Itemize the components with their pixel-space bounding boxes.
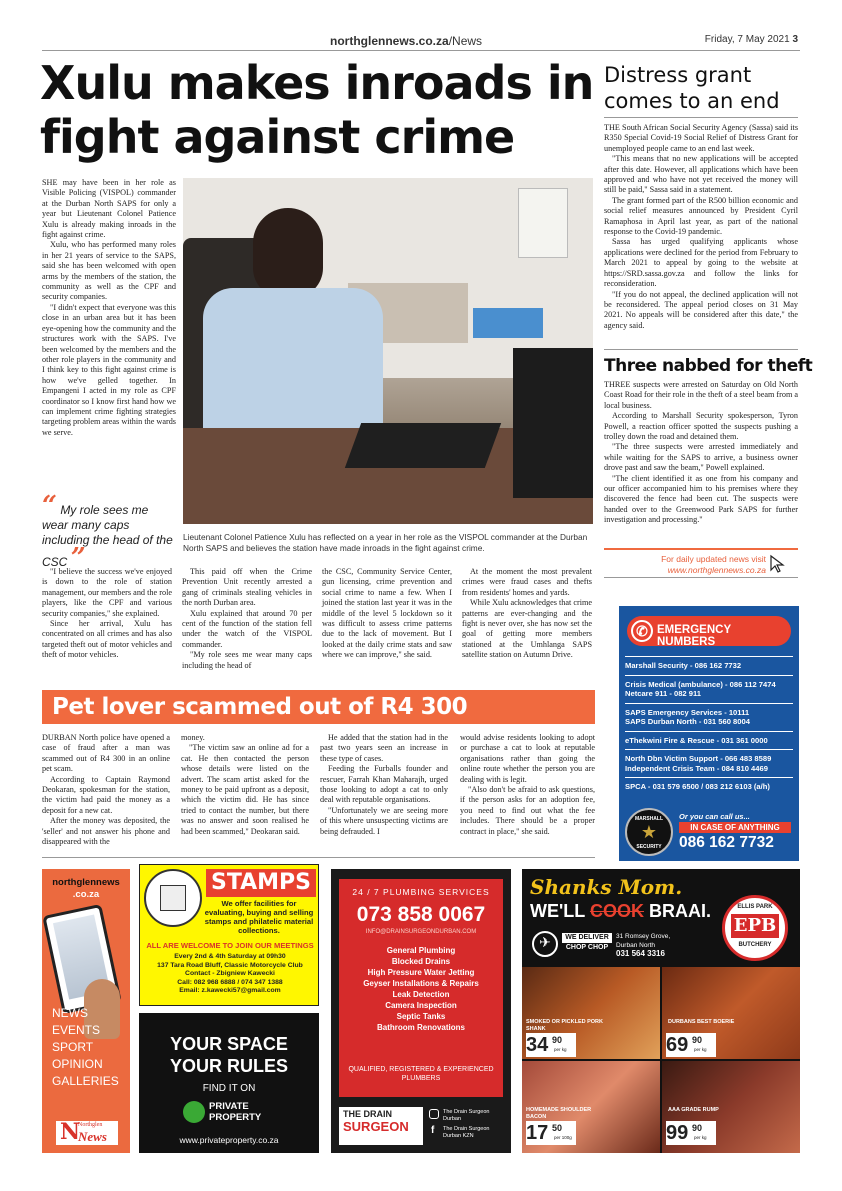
phone-icon: ✆	[631, 620, 653, 642]
quote-open-icon: “	[42, 491, 57, 521]
stamps-email[interactable]: Email: z.kawecki57@gmail.com	[179, 987, 281, 995]
story-paragraph: While Xulu acknowledges that crime patterns are ever-changing and the fight is never over, she has now set the goal of getting more members stationed at the Umhlanga SAPS satellite station on Autumn Drive.	[462, 598, 592, 660]
news-logo: N Northglen News	[56, 1121, 118, 1145]
stamps-phone[interactable]: Call: 082 968 6888 / 074 347 1388	[177, 978, 283, 986]
story-paragraph: "This means that no new applications will be accepted after this date. However, all applications which have been approved and who have not yet received the money will still be paid," Sassa said in a statement.	[604, 154, 798, 195]
deliver-line2: CHOP CHOP	[562, 943, 612, 953]
service-item: Septic Tanks	[396, 1012, 446, 1021]
epb-logo-top: ELLIS PARK	[737, 904, 773, 910]
story-paragraph: "My role sees me wear many caps including the head of	[182, 650, 312, 670]
story-paragraph: "The client identified it as one from his company and our officer accompanied him to his premises where they discovered the fence had been cut. The suspects were handed over to the Greenwood Park SAPS for further investigation and processing."	[604, 473, 798, 525]
story-paragraph: "I believe the success we've enjoyed is down to the role of station management, our members and the role players, like the CPF and various security companies," she explained.	[42, 567, 172, 618]
stamps-desc: We offer facilities for evaluating, buying and selling stamps and philatelic material collections.	[204, 899, 314, 935]
property-slogan-line2: YOUR RULES	[169, 1056, 288, 1076]
section-name: /News	[448, 34, 483, 48]
news-ad[interactable]	[42, 869, 130, 1153]
service-item: Camera Inspection	[385, 1001, 457, 1010]
stamps-schedule: Every 2nd & 4th Saturday at 09h30	[174, 953, 286, 960]
pet-headline-bar	[42, 690, 595, 724]
service-item: General Plumbing	[386, 946, 456, 955]
property-find: FIND IT ON	[202, 1083, 256, 1094]
product-price-tag	[526, 1033, 576, 1057]
plumbing-email[interactable]: INFO@DRAINSURGEONDURBAN.COM	[365, 929, 477, 935]
news-logo-text: News	[78, 1129, 107, 1144]
price-unit: per kg	[694, 1047, 707, 1052]
price-rand: 17	[526, 1122, 549, 1144]
call-number[interactable]: 086 162 7732	[679, 834, 774, 851]
service-item: Leak Detection	[392, 990, 450, 999]
product-name: DURBANS BEST BOERIE	[668, 1019, 735, 1025]
product-rump	[662, 1061, 800, 1153]
instagram-icon[interactable]	[429, 1109, 439, 1119]
deliver-line1: WE DELIVER	[565, 934, 609, 941]
service-item: High Pressure Water Jetting	[367, 968, 475, 977]
main-story-col2	[42, 567, 172, 661]
news-ad-item: OPINION	[52, 1057, 103, 1071]
philatelic-society-seal	[144, 869, 202, 927]
story-paragraph: "Unfortunately we are seeing more of this where unsuspecting victims are being defrauded. I	[320, 805, 448, 836]
story-paragraph: Xulu, who has performed many roles in her 21 years of service to the SAPS, said she has been welcomed with open arms by the members of the station, the community as well as the CPF and security companies.	[42, 240, 176, 302]
facebook-icon[interactable]: f	[431, 1125, 435, 1136]
emergency-title: EMERGENCY NUMBERS	[657, 624, 731, 648]
facebook-handle[interactable]: The Drain Surgeon Durban KZN	[443, 1126, 490, 1139]
link-label: For daily updated news visit	[661, 554, 766, 564]
star-icon: ★	[640, 822, 658, 842]
story-paragraph: "I didn't expect that everyone was this close in an urban area but it has been eye-opening how the community and the structures work with the SAPS. I've been welcomed by the members and the other role players in the community and I think key to this fight against crime is how we've gelled together. In Empangeni I acted in my role as CPF coordinator so I know first hand how we can implement crime fighting strategies targeting problem areas within the wards we serve.	[42, 302, 176, 437]
property-brand-line2: PROPERTY	[209, 1112, 262, 1123]
main-headline-line1: Xulu makes inroads in	[40, 56, 594, 110]
stamps-title: STAMPS	[206, 869, 316, 897]
main-story-col3	[182, 567, 312, 671]
story-paragraph: This paid off when the Crime Prevention Unit recently arrested a gang of criminals stealing vehicles in the north Durban area.	[182, 567, 312, 608]
address-line2: Durban North	[616, 941, 656, 949]
distress-headline	[604, 62, 780, 114]
site-name: northglennews.co.za	[330, 34, 449, 48]
plumbing-ad[interactable]	[331, 869, 511, 1153]
theft-rule-top	[604, 349, 798, 350]
link-rule-top	[604, 548, 798, 550]
distress-rule	[604, 117, 798, 118]
pet-rule-bottom	[42, 857, 595, 858]
drain-surgeon-logo	[339, 1107, 423, 1145]
main-headline-line2: fight against crime	[40, 110, 515, 164]
story-paragraph: the CSC, Community Service Center, gun licensing, crime prevention and social crime to name a few. When I joined the station last year it was in the middle of the level 5 lockdown so it was difficult to assess crime patterns due to the lack of movement. But I looked at the daily crime stats and saw where we can improve," she said.	[322, 567, 452, 660]
photo-notice-board	[518, 188, 568, 258]
stamps-details	[142, 953, 318, 996]
story-paragraph: According to Marshall Security spokesperson, Tyron Powell, a reaction officer spotted the suspects pushing a trolley down the road and detained them.	[604, 411, 798, 442]
pet-col4	[460, 733, 595, 837]
price-rand: 34	[526, 1034, 549, 1056]
story-paragraph: "The three suspects were arrested immediately and while waiting for the SAPS to arrive, a business owner drove past and saw the beam," Powell explained.	[604, 442, 798, 473]
emergency-row: SPCA - 031 579 6500 / 083 212 6103 (a/h)	[625, 777, 793, 796]
daily-news-link[interactable]	[604, 554, 766, 575]
news-ad-item: EVENTS	[52, 1023, 101, 1037]
epb-logo	[722, 895, 788, 961]
pet-col3	[320, 733, 448, 837]
story-paragraph: "If you do not appeal, the declined application will not be reconsidered. The appeal period closes on 31 May 2021. No appeals will be considered after this date," the agency said.	[604, 289, 798, 330]
stamps-venue: 137 Tara Road Bluff, Classic Motorcycle Club	[157, 961, 303, 969]
main-story-col4	[322, 567, 452, 661]
property-ad[interactable]	[139, 1013, 319, 1153]
emergency-row: eThekwini Fire & Rescue - 031 361 0000	[625, 731, 793, 750]
logo-line1: THE DRAIN	[343, 1109, 392, 1119]
plumbing-phone[interactable]: 073 858 0067	[356, 903, 486, 926]
link-rule-bottom	[604, 577, 798, 578]
story-paragraph: "The victim saw an online ad for a cat. He then contacted the person whose details were listed on the advert. The scam artist asked for the money to be paid upfront as a deposit, which the victim did. He has since tried to contact the number, but there was no answer and soon realised he had been scammed," Deokaran said.	[181, 743, 309, 836]
product-price-tag	[666, 1033, 716, 1057]
photo-keyboard	[345, 423, 501, 468]
stamps-welcome: ALL ARE WELCOME TO JOIN OUR MEETINGS	[146, 941, 314, 950]
property-url[interactable]: www.privateproperty.co.za	[179, 1135, 279, 1145]
price-unit: per kg	[694, 1135, 707, 1140]
epb-logo-text: EPB	[731, 914, 779, 938]
plumbing-services	[339, 945, 503, 1033]
property-brand	[209, 1101, 261, 1123]
main-story-col1	[42, 178, 176, 438]
emergency-row: SAPS Emergency Services - 10111 SAPS Durban North - 031 560 8004	[625, 703, 793, 731]
issue-date	[705, 34, 798, 45]
emergency-row: North Dbn Victim Support - 066 483 8589 Independent Crisis Team - 084 810 4469	[625, 749, 793, 777]
product-grid	[522, 967, 800, 1153]
call-case: IN CASE OF ANYTHING	[679, 822, 791, 833]
news-ad-item: NEWS	[52, 1006, 88, 1020]
photo-monitor	[513, 348, 593, 498]
emergency-list	[619, 656, 799, 796]
story-paragraph: Xulu explained that around 70 per cent of the function of the station fell under the watch of the VISPOL commander.	[182, 608, 312, 649]
story-paragraph: "Also don't be afraid to ask questions, if the person asks for an adoption fee, you need to find out what the fee includes. There should be a proper contract in place," she said.	[460, 785, 595, 836]
price-cents: 90	[552, 1035, 563, 1045]
property-slogan-line1: YOUR SPACE	[170, 1034, 288, 1054]
pet-col2	[181, 733, 309, 837]
plumbing-panel	[339, 879, 503, 1097]
story-paragraph: would advise residents looking to adopt or purchase a cat to look at reputable organisations rather than going the online route whether the person you are dealing with is legit.	[460, 733, 595, 784]
marshall-badge	[625, 808, 673, 856]
price-unit: per 100g	[554, 1135, 572, 1140]
badge-bottom-text: SECURITY	[636, 844, 662, 850]
main-headline	[40, 56, 593, 164]
story-paragraph: At the moment the most prevalent crimes were fraud cases and thefts from residents' homes and yards.	[462, 567, 592, 597]
delivery-icon: ✈	[532, 931, 558, 957]
stamps-ad[interactable]	[139, 864, 319, 1006]
plumbing-top: 24 / 7 PLUMBING SERVICES	[352, 887, 490, 897]
instagram-handle[interactable]: The Drain Surgeon Durban	[443, 1109, 490, 1122]
pull-quote	[42, 491, 177, 573]
slogan-part1: WE'LL	[530, 901, 585, 921]
cursor-icon	[768, 554, 788, 574]
butchery-slogan	[530, 901, 711, 922]
story-paragraph: After the money was deposited, the 'seller' and not answer his phone and disappeared with the	[42, 816, 170, 847]
story-paragraph: Feeding the Furballs founder and rescuer, Farrah Khan Maharajh, urged those looking to adopt a cat to only deal with reputable organisations.	[320, 764, 448, 805]
property-brand-line1: PRIVATE	[209, 1101, 249, 1112]
story-paragraph: Since her arrival, Xulu has concentrated on all crimes and has also targeted theft out of motor vehicles and theft of motor vehicles.	[42, 619, 172, 660]
link-url[interactable]: www.northglennews.co.za	[667, 564, 766, 575]
product-name: SMOKED OR PICKLED PORK SHANK	[526, 1019, 604, 1032]
product-price-tag	[526, 1121, 576, 1145]
service-item: Geyser Installations & Repairs	[363, 979, 479, 988]
story-lead: DURBAN North police have opened a case of fraud after a man was scammed out of R4 300 in an online pet scam.	[42, 733, 170, 774]
news-ad-items	[52, 1005, 119, 1090]
product-name: AAA GRADE RUMP	[668, 1107, 719, 1113]
news-ad-brand: northglennews	[52, 877, 120, 888]
main-story-col5	[462, 567, 592, 661]
news-ad-item: SPORT	[52, 1040, 94, 1054]
butchery-address	[616, 933, 670, 959]
story-paragraph: money.	[181, 733, 205, 742]
logo-line2: SURGEON	[343, 1119, 409, 1134]
price-rand: 69	[666, 1034, 689, 1056]
price-cents: 50	[552, 1123, 563, 1133]
service-item: Blocked Drains	[391, 957, 451, 966]
product-boerie	[662, 967, 800, 1059]
pet-headline: Pet lover scammed out of R4 300	[52, 694, 468, 720]
slogan-strike: COOK	[589, 901, 644, 921]
distress-story	[604, 123, 798, 331]
main-photo	[183, 178, 593, 524]
butchery-title: Shanks Mom.	[530, 875, 683, 899]
photo-blue-box	[473, 308, 543, 338]
badge-top-text: MARSHALL	[634, 816, 664, 822]
page-number: 3	[792, 34, 798, 45]
quote-close-icon: ”	[70, 543, 86, 573]
price-unit: per kg	[554, 1047, 567, 1052]
price-cents: 90	[692, 1035, 703, 1045]
photo-caption: Lieutenant Colonel Patience Xulu has reflected on a year in her role as the VISPOL commander at the Durban North SAPS and believes the station have made inroads in the fight against crime.	[183, 532, 588, 553]
property-slogan	[139, 1033, 319, 1077]
stamps-contact: Contact - Zbigniew Kawecki	[185, 970, 275, 978]
price-cents: 90	[692, 1123, 703, 1133]
product-pork-shank	[522, 967, 660, 1059]
header-rule	[42, 50, 800, 51]
story-paragraph: He added that the station had in the past two years seen an increase in these type of cases.	[320, 733, 448, 763]
pull-quote-text: My role sees me wear many caps including the head of the CSC	[42, 503, 173, 569]
photo-head	[253, 208, 323, 298]
news-logo-small: Northglen	[78, 1122, 103, 1128]
slogan-part2: BRAAI.	[648, 901, 711, 921]
date-text: Friday, 7 May 2021	[704, 34, 790, 45]
story-lead: SHE may have been in her role as Visible Policing (VISPOL) commander at the Durban North SAPS for only a year but Lieutenant Colonel Patience Xulu is already making inroads in the fight against crime.	[42, 178, 176, 240]
emergency-row: Crisis Medical (ambulance) - 086 112 7474 Netcare 911 - 082 911	[625, 675, 793, 703]
deliver-badge	[562, 933, 612, 953]
theft-story	[604, 380, 798, 526]
butchery-ad[interactable]	[522, 869, 800, 1153]
story-paragraph: According to Captain Raymond Deokaran, spokesman for the station, the victim had paid the money as a deposit for a new cat.	[42, 774, 170, 815]
product-name: HOMEMADE SHOULDER BACON	[526, 1107, 592, 1120]
story-lead: THREE suspects were arrested on Saturday on Old North Coast Road for their role in the theft of a steel beam from a local business.	[604, 380, 798, 410]
story-paragraph: Sassa has urged qualifying applicants whose applications were declined for the period from February to March 2021 to appeal by going to the website at https://SRD.sassa.gov.za and follow the links for reconsideration.	[604, 237, 798, 289]
price-rand: 99	[666, 1122, 689, 1144]
story-paragraph: The grant formed part of the R500 billion economic and social relief measures announced by President Cyril Ramaphosa in April last year, as part of the national response to the Covid-19 pandemic.	[604, 195, 798, 237]
product-price-tag	[666, 1121, 716, 1145]
emergency-row: Marshall Security - 086 162 7732	[625, 656, 793, 675]
address-line1: 31 Romsey Grove,	[616, 933, 671, 940]
emergency-numbers-box	[619, 606, 799, 861]
theft-headline: Three nabbed for theft	[604, 356, 813, 376]
distress-headline-line2: comes to an end	[604, 89, 780, 113]
news-ad-item: GALLERIES	[52, 1074, 119, 1088]
masthead	[330, 34, 482, 48]
plumbing-qualified: QUALIFIED, REGISTERED & EXPERIENCED PLUMBERS	[348, 1066, 494, 1082]
butchery-phone[interactable]: 031 564 3316	[616, 949, 665, 958]
call-label: Or you can call us...	[679, 812, 750, 821]
service-item: Bathroom Renovations	[376, 1023, 465, 1032]
product-bacon	[522, 1061, 660, 1153]
news-ad-domain: .co.za	[72, 889, 100, 900]
story-lead: THE South African Social Security Agency (Sassa) said its R350 Special Covid-19 Social Relief of Distress Grant for unemployed people came to an end last week.	[604, 123, 798, 153]
pet-col1	[42, 733, 170, 847]
distress-headline-line1: Distress grant	[604, 63, 752, 87]
emergency-title-pill	[627, 616, 791, 646]
epb-logo-bottom: BUTCHERY	[738, 942, 772, 948]
location-pin-icon	[183, 1101, 205, 1123]
